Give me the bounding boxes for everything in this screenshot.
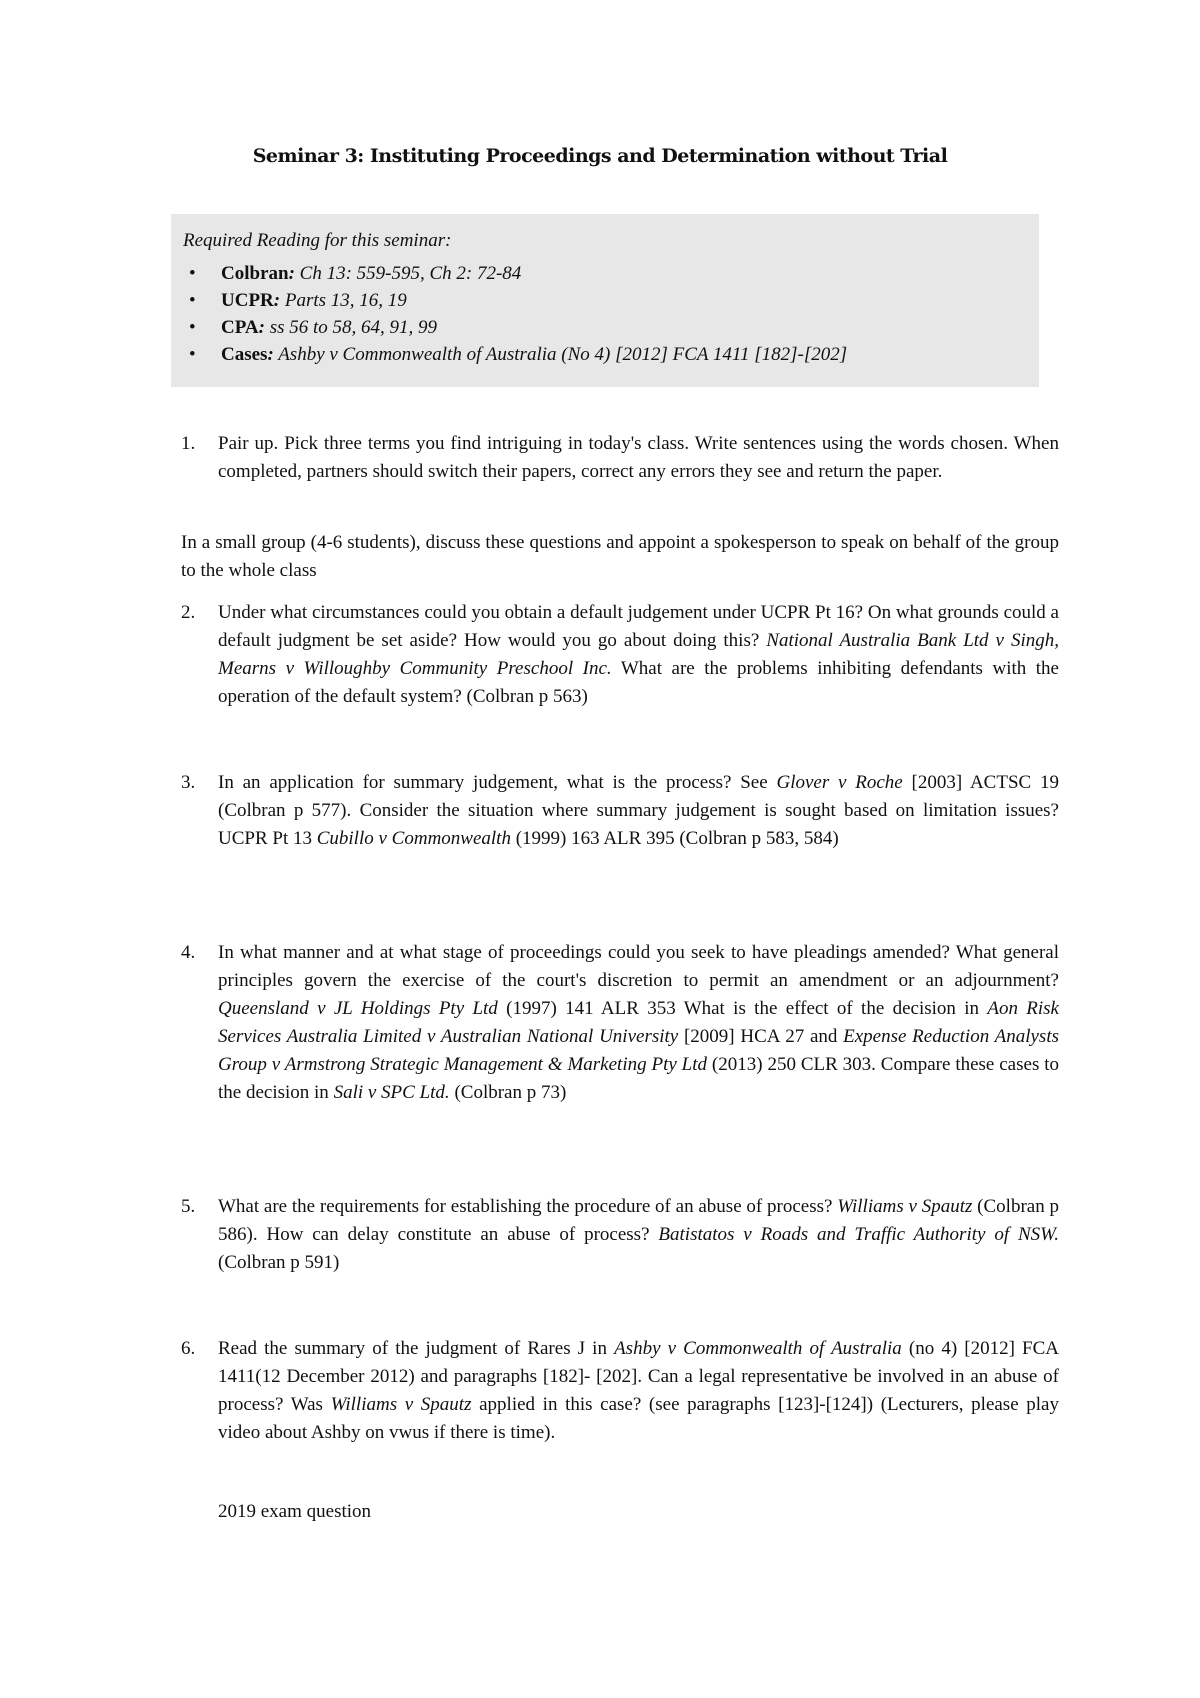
- case-citation: Williams v Spautz: [330, 1394, 472, 1415]
- reading-item-colbran: [183, 260, 1027, 287]
- question-number: 6.: [181, 1338, 196, 1359]
- text-run: (no 4) [2012] FCA 1411(12 December 2012) and paragraphs [182]- [202]. Can a legal representative be involved in an abuse of process? Was: [218, 1338, 1059, 1415]
- case-citation: Expense Reduction Analysts Group v Armstrong Strategic Management & Marketing Pty Ltd: [218, 1026, 1059, 1075]
- question-number: 3.: [181, 772, 196, 793]
- case-citation: Williams v Spautz: [837, 1196, 973, 1217]
- text-run: (Colbran p 73): [449, 1082, 567, 1103]
- case-citation: Ashby v Commonwealth of Australia: [614, 1338, 902, 1359]
- bullet-icon: •: [189, 263, 196, 284]
- text-run: applied in this case? (see paragraphs [123]-[124]) (Lecturers, please play video about Ashby on vwus if there is time).: [218, 1394, 1059, 1443]
- text-run: What are the requirements for establishing the procedure of an abuse of process?: [218, 1196, 838, 1217]
- text-run: In what manner and at what stage of proceedings could you seek to have pleadings amended? What general principles govern the exercise of the court's discretion to permit an amendment or an adjournment?: [218, 942, 1059, 991]
- text-run: [2003] ACTSC 19 (Colbran p 577). Consider the situation where summary judgement is sought based on limitation issues? UCPR Pt 13: [218, 772, 1059, 849]
- reading-item-text: ss 56 to 58, 64, 91, 99: [264, 317, 438, 338]
- case-citation: Glover v Roche: [776, 772, 903, 793]
- text-run: Read the summary of the judgment of Rares J in: [218, 1338, 615, 1359]
- reading-item-sep: :: [288, 263, 295, 284]
- bullet-icon: •: [189, 290, 196, 311]
- bullet-icon: •: [189, 344, 196, 365]
- text-run: [2009] HCA 27 and: [678, 1026, 844, 1047]
- reading-item-label: UCPR: [221, 290, 274, 311]
- case-citation: Cubillo v Commonwealth: [316, 828, 511, 849]
- page-title: Seminar 3: Instituting Proceedings and Determination without Trial: [252, 145, 948, 167]
- question-3: [181, 769, 1059, 853]
- text-run: (Colbran p 591): [218, 1252, 340, 1273]
- case-citation: Aon Risk Services Australia Limited v Australian National University: [218, 998, 1059, 1047]
- question-text: [218, 1335, 1059, 1447]
- question-number: 1.: [181, 433, 196, 454]
- case-citation: Batistatos v Roads and Traffic Authority of NSW.: [658, 1224, 1060, 1245]
- reading-item-sep: :: [258, 317, 265, 338]
- question-2: [181, 599, 1059, 711]
- group-instruction: In a small group (4-6 students), discuss these questions and appoint a spokesperson to speak on behalf of the group to the whole class: [181, 532, 1059, 581]
- reading-item-cpa: [183, 314, 1027, 341]
- question-text: [218, 769, 1059, 853]
- text-run: (1999) 163 ALR 395 (Colbran p 583, 584): [510, 828, 839, 849]
- question-1: [181, 430, 1059, 486]
- question-text: [218, 599, 1059, 711]
- question-4: [181, 939, 1059, 1107]
- exam-note: 2019 exam question: [218, 1501, 372, 1522]
- reading-item-text: Ashby v Commonwealth of Australia (No 4) [2012] FCA 1411 [182]-[202]: [273, 344, 848, 365]
- question-text: [218, 939, 1059, 1107]
- question-text: [218, 1193, 1059, 1277]
- text-run: What are the problems inhibiting defendants with the operation of the default system? (Colbran p 563): [218, 658, 1059, 707]
- reading-item-text: Ch 13: 559-595, Ch 2: 72-84: [294, 263, 522, 284]
- question-text: Pair up. Pick three terms you find intriguing in today's class. Write sentences using the words chosen. When completed, partners should switch their papers, correct any errors they see and return the paper.: [218, 433, 1059, 482]
- reading-item-label: Cases: [221, 344, 268, 365]
- required-reading-box: [171, 214, 1039, 387]
- question-number: 2.: [181, 602, 196, 623]
- required-reading-list: [183, 260, 1027, 368]
- reading-item-text: Parts 13, 16, 19: [280, 290, 407, 311]
- text-run: In an application for summary judgement, what is the process? See: [218, 772, 777, 793]
- reading-item-cases: [183, 341, 1027, 368]
- text-run: Under what circumstances could you obtain a default judgement under UCPR Pt 16? On what grounds could a default judgment be set aside? How would you go about doing this?: [218, 602, 1059, 651]
- reading-item-label: Colbran: [221, 263, 289, 284]
- case-citation: Sali v SPC Ltd.: [333, 1082, 450, 1103]
- case-citation: Queensland v JL Holdings Pty Ltd: [218, 998, 498, 1019]
- reading-item-label: CPA: [221, 317, 259, 338]
- text-run: (2013) 250 CLR 303. Compare these cases to the decision in: [218, 1054, 1059, 1103]
- question-number: 5.: [181, 1196, 196, 1217]
- reading-item-ucpr: [183, 287, 1027, 314]
- case-citation: National Australia Bank Ltd v Singh, Mearns v Willoughby Community Preschool Inc.: [218, 630, 1059, 679]
- reading-item-sep: :: [267, 344, 274, 365]
- question-number: 4.: [181, 942, 196, 963]
- question-5: [181, 1193, 1059, 1277]
- reading-item-sep: :: [273, 290, 281, 311]
- question-6: [181, 1335, 1059, 1447]
- text-run: (Colbran p 586). How can delay constitute an abuse of process?: [218, 1196, 1060, 1245]
- text-run: (1997) 141 ALR 353 What is the effect of the decision in: [497, 998, 988, 1019]
- bullet-icon: •: [189, 317, 196, 338]
- required-reading-heading: Required Reading for this seminar:: [183, 230, 452, 251]
